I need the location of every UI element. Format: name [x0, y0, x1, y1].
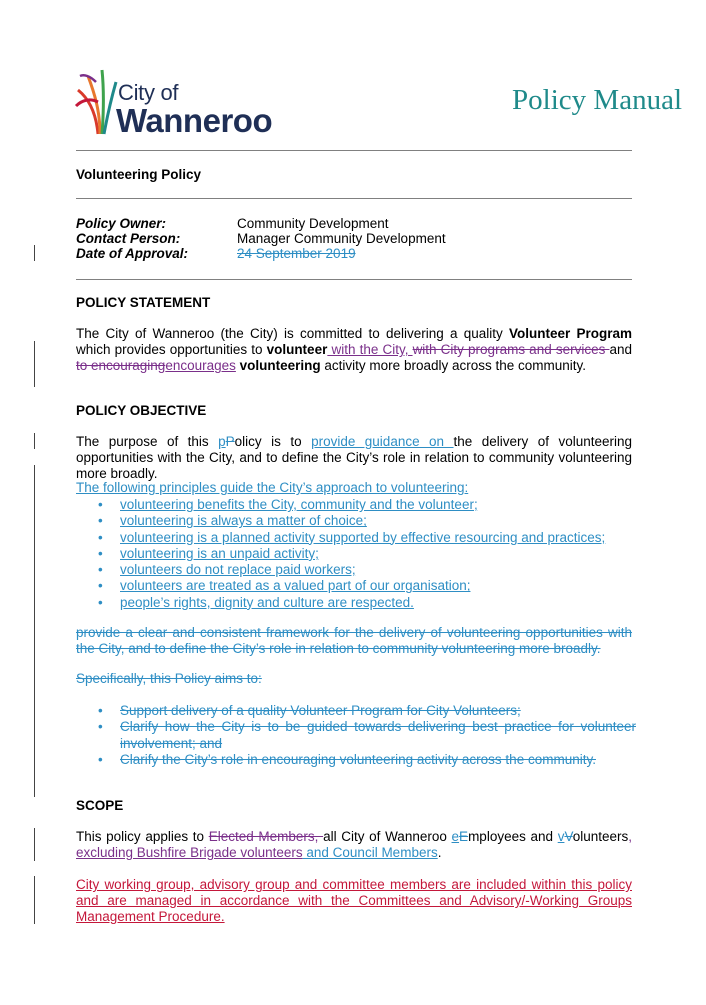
list-item: • Clarify how the City is to be guided towards delivering best practice for volunteer involvement; and: [98, 719, 636, 751]
divider: [76, 150, 632, 151]
contact-person-value: Manager Community Development: [237, 231, 446, 246]
change-bar: [34, 341, 35, 387]
principles-intro: The following principles guide the City’s approach to volunteering:: [76, 480, 469, 495]
logo-wanneroo: Wanneroo: [116, 102, 273, 139]
deleted-framework-paragraph: provide a clear and consistent framework for the delivery of volunteering opportunities with the City, and to define the City’s role in relation to community volunteering more broadly.: [76, 625, 632, 656]
city-of-wanneroo-logo: [74, 62, 284, 142]
aims-intro: Specifically, this Policy aims to:: [76, 671, 262, 686]
policy-statement-heading: POLICY STATEMENT: [76, 295, 211, 310]
list-item: • volunteering is a planned activity supported by effective resourcing and practices;: [98, 529, 606, 545]
list-item: • people’s rights, dignity and culture are respected.: [98, 594, 414, 610]
change-bar: [34, 433, 35, 449]
list-item: • volunteering is always a matter of choice;: [98, 513, 367, 529]
divider: [76, 198, 632, 199]
policy-owner-value: Community Development: [237, 216, 389, 231]
policy-owner-label: Policy Owner:: [76, 216, 167, 231]
scope-heading: SCOPE: [76, 798, 124, 813]
list-item: • volunteering benefits the City, community and the volunteer;: [98, 497, 478, 512]
list-item: • volunteers are treated as a valued part of our organisation;: [98, 578, 471, 594]
list-item: • volunteering is an unpaid activity;: [98, 545, 319, 561]
date-of-approval-value: 24 September 2019: [237, 246, 356, 261]
divider: [76, 279, 632, 280]
policy-objective-heading: POLICY OBJECTIVE: [76, 403, 207, 418]
principles-list: [96, 497, 636, 611]
change-bar: [34, 828, 35, 861]
scope-paragraph: This policy applies to Elected Members, all City of Wanneroo eEmployees and vVolunteers, excluding Bushfire Brigade volunteers and Council Members.: [76, 829, 633, 860]
policy-title: Volunteering Policy: [76, 167, 202, 182]
list-item: • volunteers do not replace paid workers;: [98, 562, 356, 578]
committee-members-paragraph: City working group, advisory group and committee members are included within this policy and are managed in accordance with the Committees and Advisory/-Working Groups Management Procedure.: [76, 877, 632, 924]
policy-objective-paragraph: The purpose of this pPolicy is to provide guidance on the delivery of volunteering opportunities with the City, and to define the City’s role in relation to community volunteering more broadly.: [76, 434, 632, 481]
policy-manual-title: Policy Manual: [512, 84, 682, 116]
change-bar: [34, 465, 35, 797]
date-of-approval-label: Date of Approval:: [76, 246, 189, 261]
aims-list: [96, 703, 636, 768]
logo-swirl-icon: [74, 62, 122, 142]
contact-person-label: Contact Person:: [76, 231, 181, 246]
logo-city-of: City of: [118, 80, 179, 105]
policy-statement-paragraph: The City of Wanneroo (the City) is committed to delivering a quality Volunteer Program which provides opportunities to volunteer with the City, with City programs and services and to encouragingencourages volunteering activity more broadly across the community.: [76, 326, 632, 373]
change-bar: [34, 245, 35, 261]
change-bar: [34, 876, 35, 924]
list-item: • Clarify the City’s role in encouraging volunteering activity across the community.: [98, 751, 596, 767]
list-item: • Support delivery of a quality Volunteer Program for City Volunteers;: [98, 703, 521, 718]
